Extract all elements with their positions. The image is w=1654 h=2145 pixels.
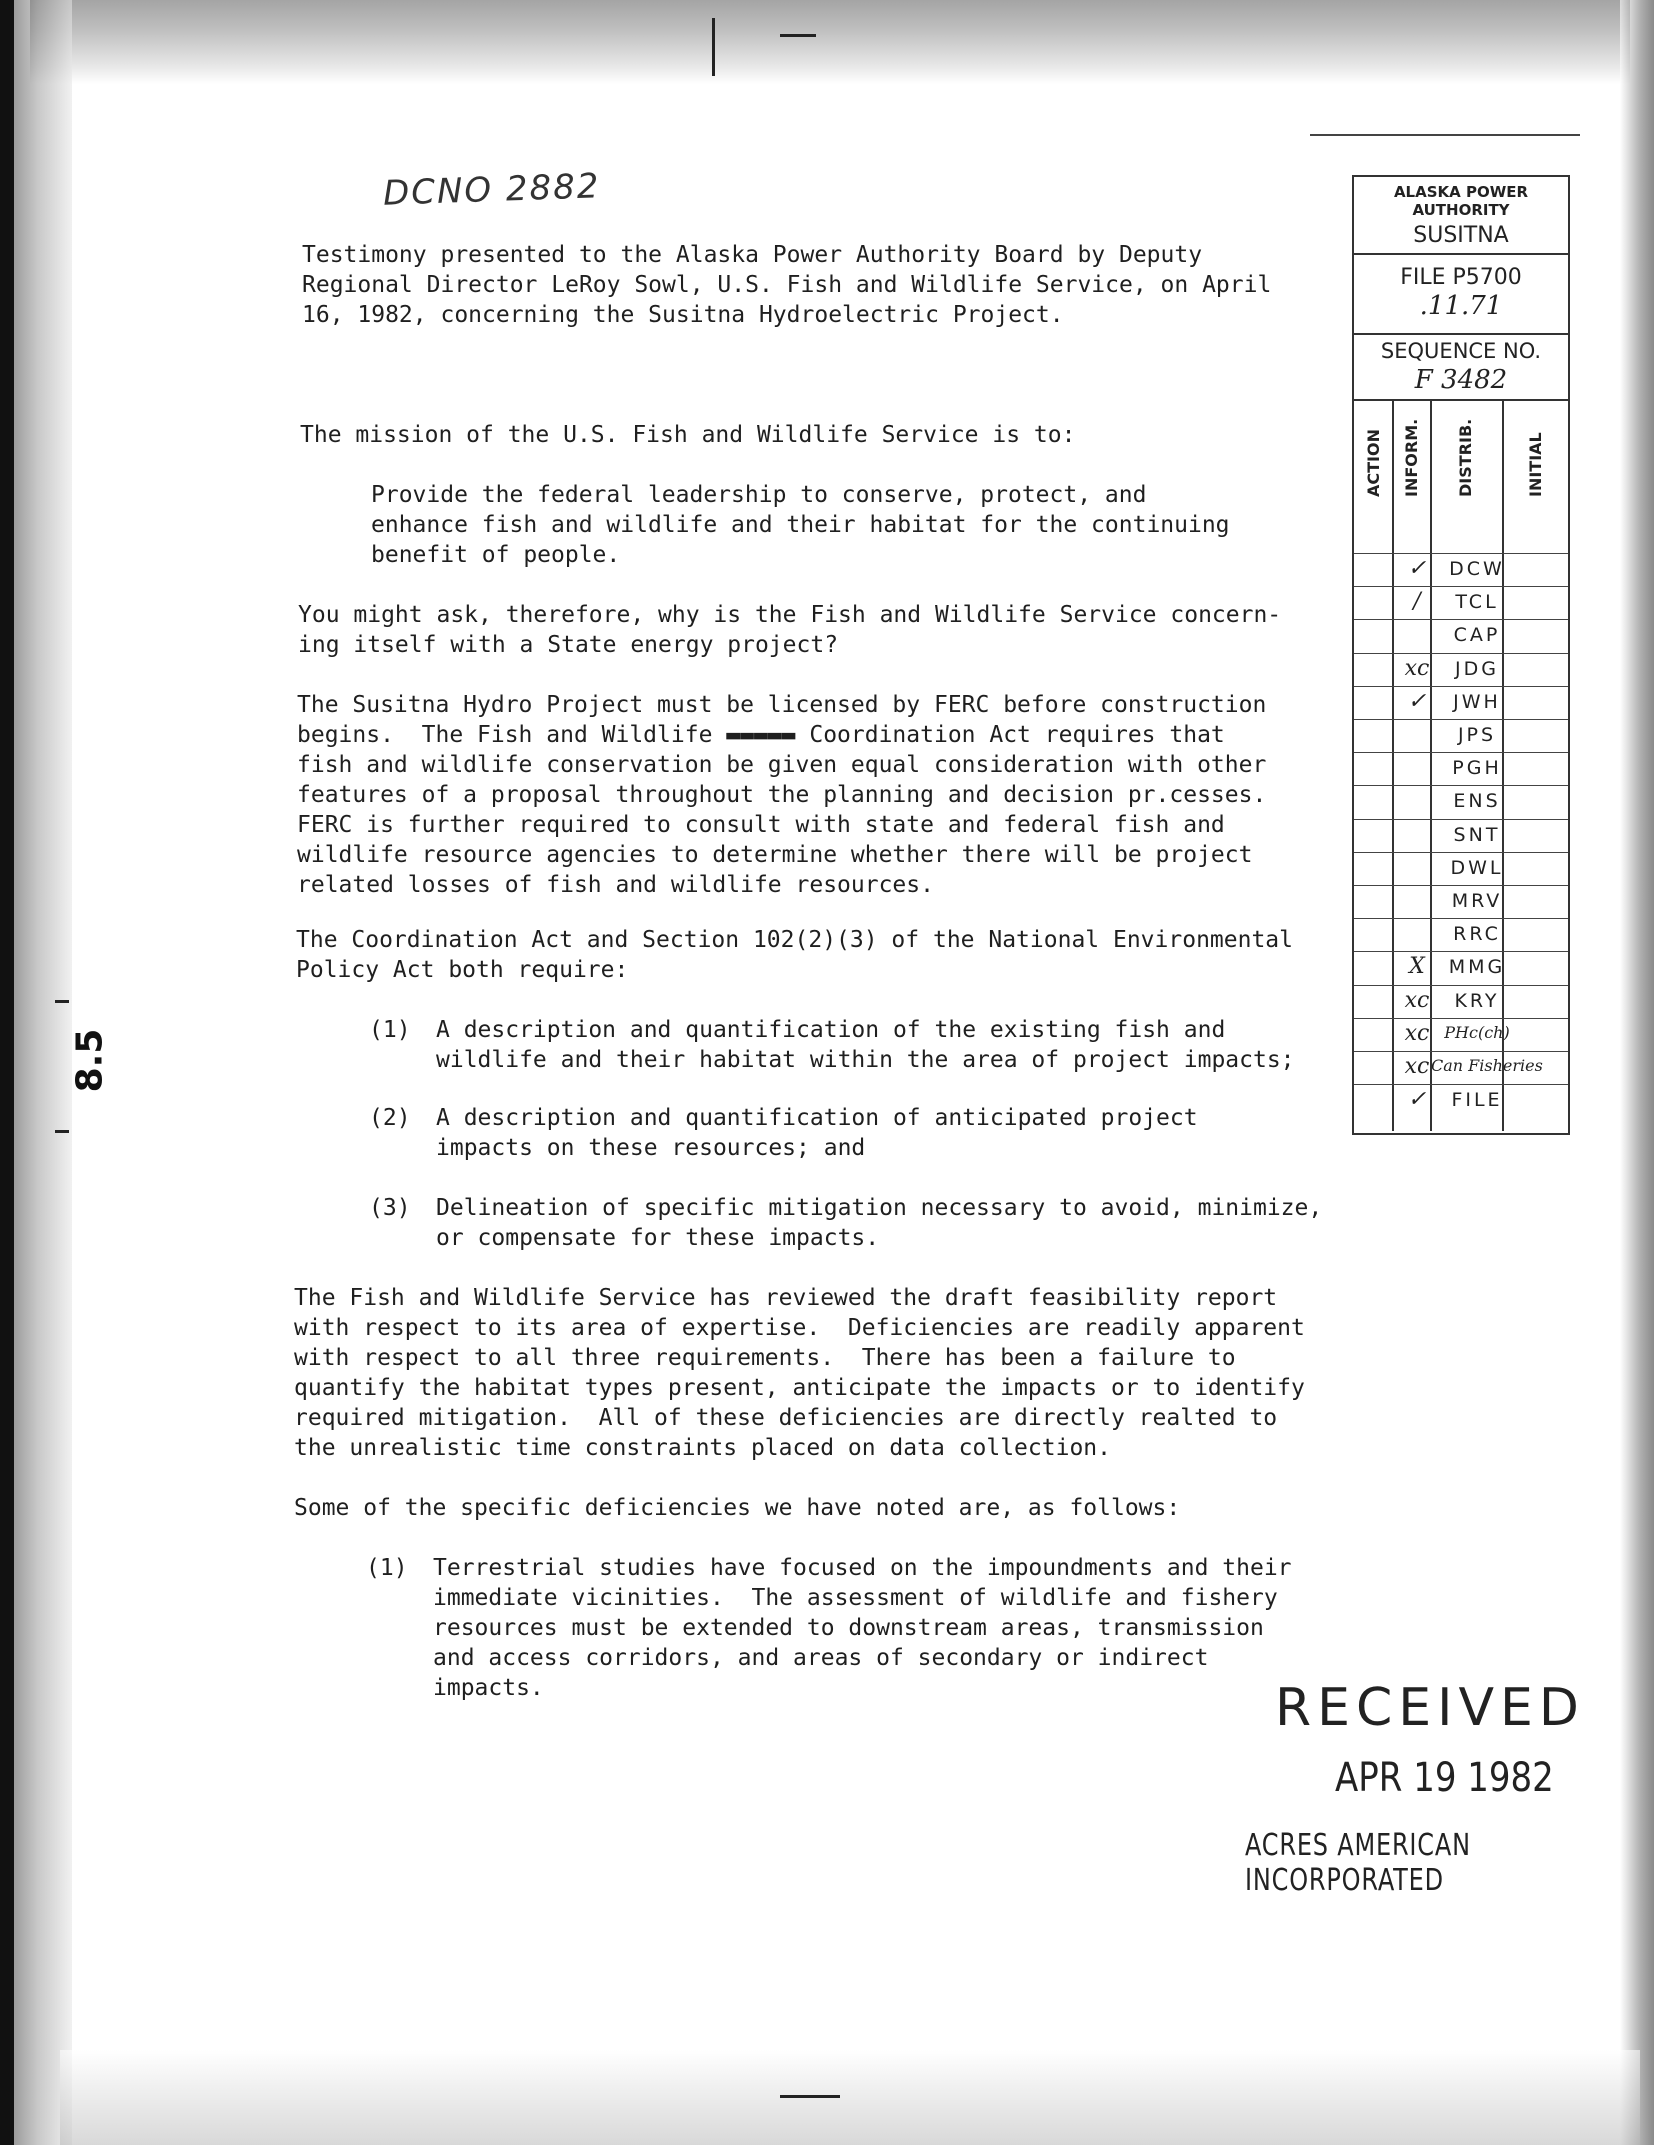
stamp-sequence-label: SEQUENCE NO. — [1380, 339, 1542, 363]
requirement-line: impacts on these resources; and — [436, 1135, 866, 1161]
stamp-column-action: ACTION — [1364, 429, 1383, 497]
deficiency-line: impacts. — [433, 1675, 544, 1701]
received-stamp-company: ACRES AMERICAN INCORPORATED — [1245, 1828, 1471, 1898]
requirement-number: (1) — [369, 1017, 411, 1043]
ferc-paragraph-line: wildlife resource agencies to determine whether there will be project — [297, 842, 1253, 868]
deficiency-number: (1) — [366, 1555, 408, 1581]
scan-dash-bottom — [780, 2095, 840, 2098]
stamp-row-divider — [1354, 1018, 1568, 1019]
stamp-row-code: JWH — [1453, 690, 1501, 713]
ferc-paragraph-line: FERC is further required to consult with state and federal fish and — [297, 812, 1225, 838]
heading-line: Testimony presented to the Alaska Power Authority Board by Deputy — [302, 242, 1203, 268]
stamp-row-divider — [1354, 885, 1568, 886]
stamp-row-divider — [1354, 819, 1568, 820]
stamp-project: SUSITNA — [1413, 223, 1509, 248]
stamp-row-divider — [1354, 785, 1568, 786]
stamp-file-label: FILE P5700 — [1400, 265, 1522, 290]
stamp-row-code: PHc(ch) — [1444, 1022, 1510, 1042]
stamp-row-code: PGH — [1452, 757, 1502, 780]
review-paragraph-line: with respect to all three requirements. There has been a failure to — [294, 1345, 1236, 1371]
deficiency-line: and access corridors, and areas of secondary or indirect — [433, 1645, 1209, 1671]
stamp-row-mark: ✓ — [1407, 1087, 1427, 1113]
stamp-row-mark: X — [1409, 954, 1425, 980]
stamp-separator — [1354, 399, 1568, 401]
mission-line: enhance fish and wildlife and their habitat for the continuing — [371, 512, 1230, 538]
stamp-sequence-value: F 3482 — [1414, 365, 1508, 395]
requirement-line: A description and quantification of anticipated project — [436, 1105, 1198, 1131]
stamp-column-initial: INITIAL — [1526, 432, 1545, 497]
stamp-row-mark: xc — [1404, 655, 1430, 681]
deficiency-line: immediate vicinities. The assessment of wildlife and fishery — [433, 1585, 1278, 1611]
stamp-org-line2: AUTHORITY — [1412, 201, 1510, 219]
scan-shadow-bottom — [60, 2050, 1640, 2145]
stamp-file-sub: .11.71 — [1419, 291, 1503, 321]
heading-line: 16, 1982, concerning the Susitna Hydroelectric Project. — [302, 302, 1064, 328]
stamp-row-code: JPS — [1457, 724, 1497, 746]
requirement-number: (2) — [369, 1105, 411, 1131]
ferc-paragraph-line: begins. The Fish and Wildlife ▬▬▬▬▬ Coordination Act requires that — [297, 722, 1225, 748]
review-paragraph-line: with respect to its area of expertise. Deficiencies are readily apparent — [294, 1315, 1305, 1341]
received-stamp-date: APR 19 1982 — [1335, 1755, 1554, 1801]
stamp-row-code: MMG — [1448, 956, 1506, 979]
stamp-separator — [1354, 253, 1568, 255]
scan-shadow-left — [14, 0, 72, 2145]
stamp-row-divider — [1354, 852, 1568, 853]
stamp-row-code: SNT — [1453, 823, 1501, 846]
stamp-row-code: KRY — [1454, 989, 1500, 1012]
stamp-row-code: ENS — [1453, 790, 1501, 813]
stamp-row-divider — [1354, 686, 1568, 687]
ferc-paragraph-line: related losses of fish and wildlife resources. — [297, 872, 934, 898]
document-control-number: DCNO 2882 — [382, 166, 602, 214]
stamp-org-line1: ALASKA POWER — [1393, 183, 1529, 201]
review-paragraph-line: quantify the habitat types present, anticipate the impacts or to identify — [294, 1375, 1305, 1401]
requirement-line: A description and quantification of the existing fish and — [436, 1017, 1226, 1043]
deficiency-line: resources must be extended to downstream areas, transmission — [433, 1615, 1264, 1641]
requirement-line: wildlife and their habitat within the area of project impacts; — [436, 1047, 1295, 1073]
stamp-row-divider — [1354, 985, 1568, 986]
stamp-row-mark: / — [1413, 589, 1421, 615]
stamp-separator — [1354, 333, 1568, 335]
act-paragraph-line: The Coordination Act and Section 102(2)(3) of the National Environmental — [296, 927, 1293, 953]
requirement-line: Delineation of specific mitigation necessary to avoid, minimize, — [436, 1195, 1323, 1221]
stamp-row-mark: ✓ — [1407, 556, 1427, 581]
mission-intro: The mission of the U.S. Fish and Wildlife Service is to: — [300, 422, 1076, 448]
review-paragraph-line: required mitigation. All of these deficiencies are directly realted to — [294, 1405, 1278, 1431]
received-stamp-title: RECEIVED — [1275, 1678, 1585, 1738]
stamp-row-divider — [1354, 586, 1568, 587]
stamp-row-mark: ✓ — [1407, 688, 1427, 714]
routing-stamp — [1352, 175, 1570, 1135]
deficiencies-intro: Some of the specific deficiencies we have noted are, as follows: — [294, 1495, 1181, 1521]
ruler-tick — [55, 1130, 69, 1133]
stamp-row-code: RRC — [1453, 923, 1501, 946]
scan-shadow-right — [1620, 0, 1654, 2145]
stamp-row-divider — [1354, 918, 1568, 919]
review-paragraph-line: the unrealistic time constraints placed on data collection. — [294, 1435, 1111, 1461]
stamp-row-code: JDG — [1455, 657, 1499, 680]
stamp-row-divider — [1354, 1051, 1568, 1052]
stamp-row-code: CAP — [1453, 624, 1501, 647]
stamp-row-divider — [1354, 553, 1568, 554]
stamp-column-divider — [1392, 400, 1394, 1131]
heading-line: Regional Director LeRoy Sowl, U.S. Fish and Wildlife Service, on April — [302, 272, 1272, 298]
stamp-row-code: FILE — [1451, 1089, 1503, 1112]
ferc-paragraph-line: The Susitna Hydro Project must be licensed by FERC before construction — [297, 692, 1267, 718]
scan-edge-left — [0, 0, 14, 2145]
stamp-column-distrib: DISTRIB. — [1456, 418, 1475, 497]
stamp-row-code: Can Fisheries — [1431, 1056, 1543, 1075]
review-paragraph-line: The Fish and Wildlife Service has reviewed the draft feasibility report — [294, 1285, 1278, 1311]
question-line: ing itself with a State energy project? — [298, 632, 839, 658]
stamp-row-mark: xc — [1404, 1054, 1430, 1079]
scan-dash-top — [780, 34, 816, 37]
stamp-row-code: DCW — [1449, 558, 1505, 580]
ferc-paragraph-line: fish and wildlife conservation be given equal consideration with other — [297, 752, 1267, 778]
deficiency-line: Terrestrial studies have focused on the impoundments and their — [433, 1555, 1292, 1581]
mission-line: benefit of people. — [371, 542, 621, 568]
stamp-row-code: MRV — [1451, 890, 1503, 912]
requirement-line: or compensate for these impacts. — [436, 1225, 880, 1251]
stamp-row-mark: xc — [1404, 1020, 1430, 1046]
scan-shadow-top — [30, 0, 1630, 84]
scan-rule-right — [1310, 134, 1580, 136]
stamp-row-divider — [1354, 752, 1568, 753]
stamp-row-divider — [1354, 653, 1568, 654]
mission-line: Provide the federal leadership to conserve, protect, and — [371, 482, 1147, 508]
requirement-number: (3) — [369, 1195, 411, 1221]
staple-mark — [712, 18, 715, 76]
margin-number: 8.5 — [69, 1028, 111, 1093]
stamp-row-divider — [1354, 1084, 1568, 1085]
act-paragraph-line: Policy Act both require: — [296, 957, 629, 983]
stamp-column-inform: INFORM. — [1402, 418, 1421, 497]
stamp-row-divider — [1354, 719, 1568, 720]
ruler-tick — [55, 1000, 69, 1003]
stamp-row-mark: xc — [1404, 987, 1430, 1013]
question-line: You might ask, therefore, why is the Fish and Wildlife Service concern- — [298, 602, 1282, 628]
stamp-row-divider — [1354, 619, 1568, 620]
ferc-paragraph-line: features of a proposal throughout the planning and decision pr.cesses. — [297, 782, 1267, 808]
stamp-row-code: TCL — [1455, 591, 1499, 614]
stamp-row-divider — [1354, 951, 1568, 952]
stamp-row-code: DWL — [1450, 856, 1504, 879]
